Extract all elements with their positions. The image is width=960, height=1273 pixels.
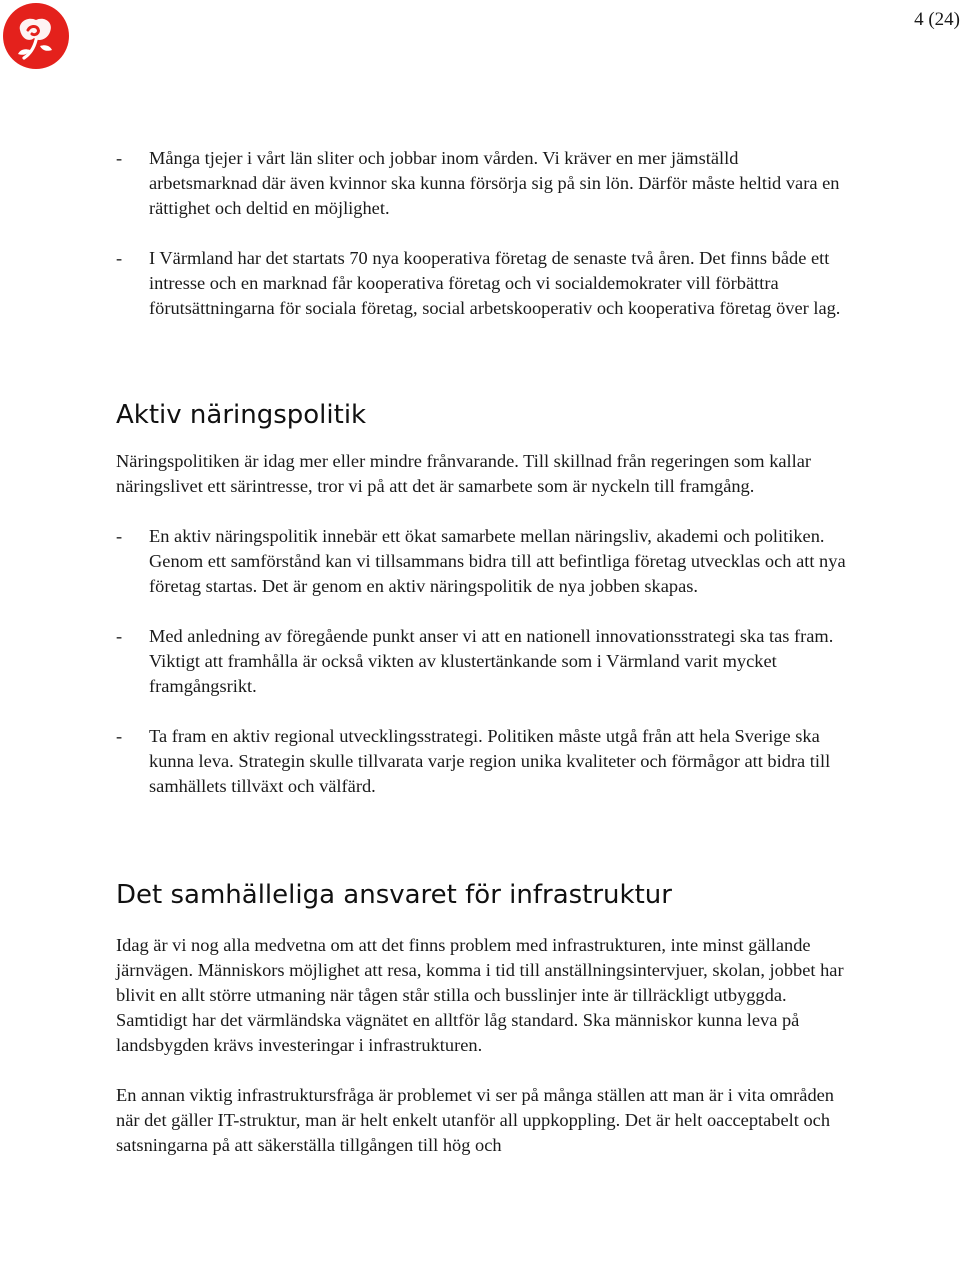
page-number: 4 (24) <box>914 9 960 30</box>
list-item <box>84 146 846 221</box>
list-dash: - <box>116 148 123 168</box>
rose-icon <box>0 0 72 72</box>
section-paragraph: En annan viktig infrastruktursfråga är problemet vi ser på många ställen att man är i vita områden när det gäller IT-struktur, man är helt enkelt utanför all uppkoppling. Det är helt oacceptabelt och satsningarna på att säkerställa tillgången till hög och <box>116 1085 835 1155</box>
list-item <box>84 524 846 599</box>
list-dash: - <box>116 526 123 546</box>
list-item <box>84 246 846 321</box>
list-item <box>84 724 846 799</box>
list-item-text: Många tjejer i vårt län sliter och jobbar inom vården. Vi kräver en mer jämställd arbetsmarknad där även kvinnor ska kunna försörja sig på sin lön. Därför måste heltid vara en rättighet och deltid en möjlighet. <box>149 148 840 218</box>
section-paragraph: Näringspolitiken är idag mer eller mindre frånvarande. Till skillnad från regeringen som kallar näringslivet ett särintresse, tror vi på att det är samarbete som är nyckeln till framgång. <box>116 451 812 496</box>
document-body <box>116 146 846 1158</box>
list-dash: - <box>116 248 123 268</box>
list-item-text: Ta fram en aktiv regional utvecklingsstrategi. Politiken måste utgå från att hela Sverige ska kunna leva. Strategin skulle tillvarata varje region unika kvaliteter och förmågor att bidra till samhällets tillväxt och välfärd. <box>149 726 831 796</box>
list-item-text: Med anledning av föregående punkt anser vi att en nationell innovationsstrategi ska tas fram. Viktigt att framhålla är också vikten av klustertänkande som i Värmland varit mycket framgångsrikt. <box>149 626 834 696</box>
section-paragraph: Idag är vi nog alla medvetna om att det finns problem med infrastrukturen, inte minst gällande järnvägen. Människors möjlighet att resa, komma i tid till anställningsintervjuer, skolan, jobbet har blivit en allt större utmaning när tågen står stilla och busslinjer inte är tillräckligt utbyggda. Samtidigt har det värmländska vägnätet en alltför låg standard. Ska människor kunna leva på landsbygden krävs investeringar i infrastrukturen. <box>116 935 844 1055</box>
list-item <box>84 624 846 699</box>
list-dash: - <box>116 626 123 646</box>
rose-logo <box>0 0 72 72</box>
section-heading-infrastruktur: Det samhälleliga ansvaret för infrastruktur <box>116 880 672 910</box>
list-item-text: En aktiv näringspolitik innebär ett ökat samarbete mellan näringsliv, akademi och politiken. Genom ett samförstånd kan vi tillsammans bidra till att befintliga företag utvecklas och att nya företag startas. Det är genom en aktiv näringspolitik de nya jobben skapas. <box>149 526 846 596</box>
section-heading-naringspolitik: Aktiv näringspolitik <box>116 400 367 430</box>
list-item-text: I Värmland har det startats 70 nya kooperativa företag de senaste två åren. Det finns både ett intresse och en marknad får kooperativa företag och vi socialdemokrater vill förbättra förutsättningarna för sociala företag, social arbetskooperativ och kooperativa företag över lag. <box>149 248 841 318</box>
list-dash: - <box>116 726 123 746</box>
